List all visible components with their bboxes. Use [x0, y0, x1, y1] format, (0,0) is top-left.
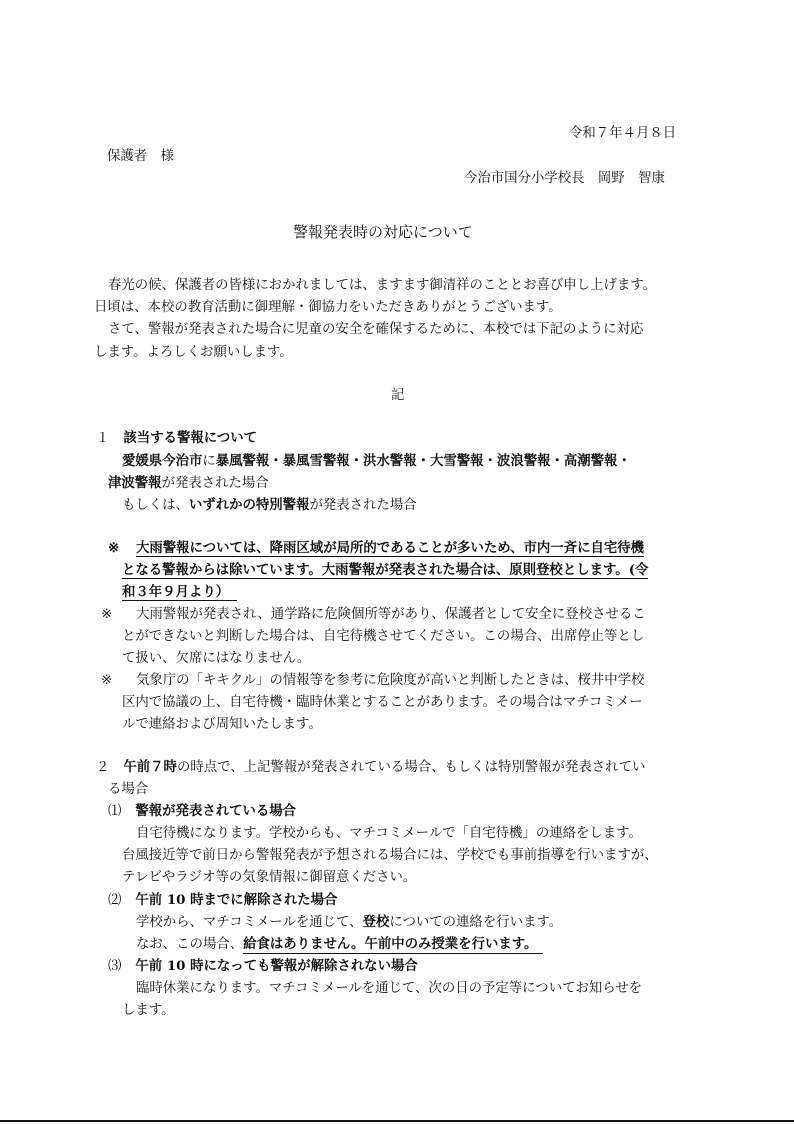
- sub-1-line-1: 自宅待機になります。学校からも、マチコミメールで「自宅待機」の連絡をします。: [136, 826, 642, 841]
- sub-1-line-3: テレビやラジオ等の気象情報に御留意ください。: [122, 870, 417, 885]
- sub-2-heading: [108, 894, 337, 907]
- note-2-line-2: とができないと判断した場合は、自宅待機させてください。この場合、出席停止等とし: [122, 629, 645, 644]
- document-date: 令和７年４月８日: [569, 126, 677, 141]
- no-lunch-notice: 給食はありません。午前中のみ授業を行います。: [243, 936, 543, 954]
- intro-line-4: します。よろしくお願いします。: [94, 345, 293, 360]
- warning-list: 暴風警報・暴風雪警報・洪水警報・大雪警報・波浪警報・高潮警報・: [215, 453, 631, 469]
- sub-2-line-1-prefix: 学校から、マチコミメールを通じて、: [136, 915, 363, 930]
- intro-line-3: さて、警報が発表された場合に児童の安全を確保するために、本校では下記のように対応: [108, 322, 644, 337]
- sub-3-heading: [108, 960, 418, 973]
- section-1-line-1: [122, 455, 631, 468]
- section-1-line-2: [108, 477, 269, 490]
- section-1-heading: [96, 432, 257, 445]
- note-1-line-1: 大雨警報については、降雨区域が局所的であることが多いため、市内一斉に自宅待機: [136, 540, 645, 556]
- section-1-line-3-prefix: もしくは、: [122, 498, 189, 513]
- sub-1-number: ⑴: [108, 804, 122, 819]
- section-1-line-2-text: が発表された場合: [161, 476, 269, 491]
- sender: 今治市国分小学校長 岡野 智康: [464, 171, 665, 186]
- seven-am: 午前７時: [123, 759, 177, 775]
- attend-school: 登校: [362, 914, 390, 930]
- particle: に: [202, 454, 216, 469]
- tsunami-warning: 津波警報: [108, 475, 162, 491]
- sub-3-line-2: します。: [122, 1003, 175, 1018]
- section-1-line-3-suffix: が発表された場合: [309, 498, 417, 513]
- note-2-mark: ※: [101, 607, 113, 622]
- note-1-line-2: となる警報からは除いています。大雨警報が発表された場合は、原則登校とします。(令: [122, 562, 649, 578]
- sub-3-line-1: 臨時休業になります。マチコミメールを通じて、次の日の予定等についてお知らせを: [136, 981, 643, 996]
- sub-2-number: ⑵: [108, 893, 122, 908]
- special-warning: いずれかの特別警報: [188, 497, 310, 513]
- sub-1-title: 警報が発表されている場合: [135, 803, 297, 819]
- sub-2-line-1-suffix: についての連絡を行います。: [389, 915, 563, 930]
- section-2-line-1-text: の時点で、上記警報が発表されている場合、もしくは特別警報が発表されてい: [176, 760, 646, 775]
- section-1-line-3: [122, 499, 417, 512]
- sub-3-title: 午前 10 時になっても警報が解除されない場合: [135, 958, 418, 974]
- note-2-line-1: 大雨警報が発表され、通学路に危険個所等があり、保護者として安全に登校させるこ: [136, 607, 646, 622]
- sub-3-number: ⑶: [108, 959, 122, 974]
- region-name: 愛媛県今治市: [122, 453, 203, 469]
- addressee: 保護者 様: [107, 149, 174, 164]
- sub-2-line-2-prefix: なお、この場合、: [136, 937, 244, 952]
- note-1-mark: ※: [108, 540, 120, 556]
- note-3-mark: ※: [101, 673, 113, 688]
- section-2-number: ２: [96, 760, 110, 775]
- note-2-line-3: て扱い、欠席にはなりません。: [122, 651, 311, 666]
- bottom-rule: [0, 1120, 794, 1122]
- sub-1-heading: [108, 805, 296, 818]
- section-2-heading: [96, 761, 645, 774]
- note-3-line-1: 気象庁の「キキクル」の情報等を参考に危険度が高いと判断したときは、桜井中学校: [136, 673, 645, 688]
- ki-heading: 記: [391, 388, 405, 403]
- sub-2-line-1: [136, 916, 562, 929]
- note-3-line-3: ルで連絡および周知いたします。: [122, 717, 322, 732]
- section-1-number: １: [96, 431, 110, 446]
- section-2-line-2: る場合: [108, 782, 149, 797]
- sub-1-line-2: 台風接近等で前日から警報発表が予想される場合には、学校でも事前指導を行いますが、: [122, 848, 658, 863]
- sub-2-line-2: [136, 938, 543, 951]
- intro-line-2: 日頃は、本校の教育活動に御理解・御協力をいただきありがとうございます。: [94, 300, 562, 315]
- page-title: 警報発表時の対応について: [293, 223, 473, 241]
- intro-line-1: 春光の候、保護者の皆様におかれましては、ますます御清祥のこととお喜び申し上げます。: [108, 278, 656, 293]
- section-1-title: 該当する警報について: [123, 430, 258, 446]
- note-1-line-3: 和３年９月より）: [122, 586, 237, 601]
- sub-2-title: 午前 10 時までに解除された場合: [135, 892, 338, 908]
- note-3-line-2: 区内で協議の上、自宅待機・臨時休業とすることがあります。その場合はマチコミメー: [122, 695, 643, 710]
